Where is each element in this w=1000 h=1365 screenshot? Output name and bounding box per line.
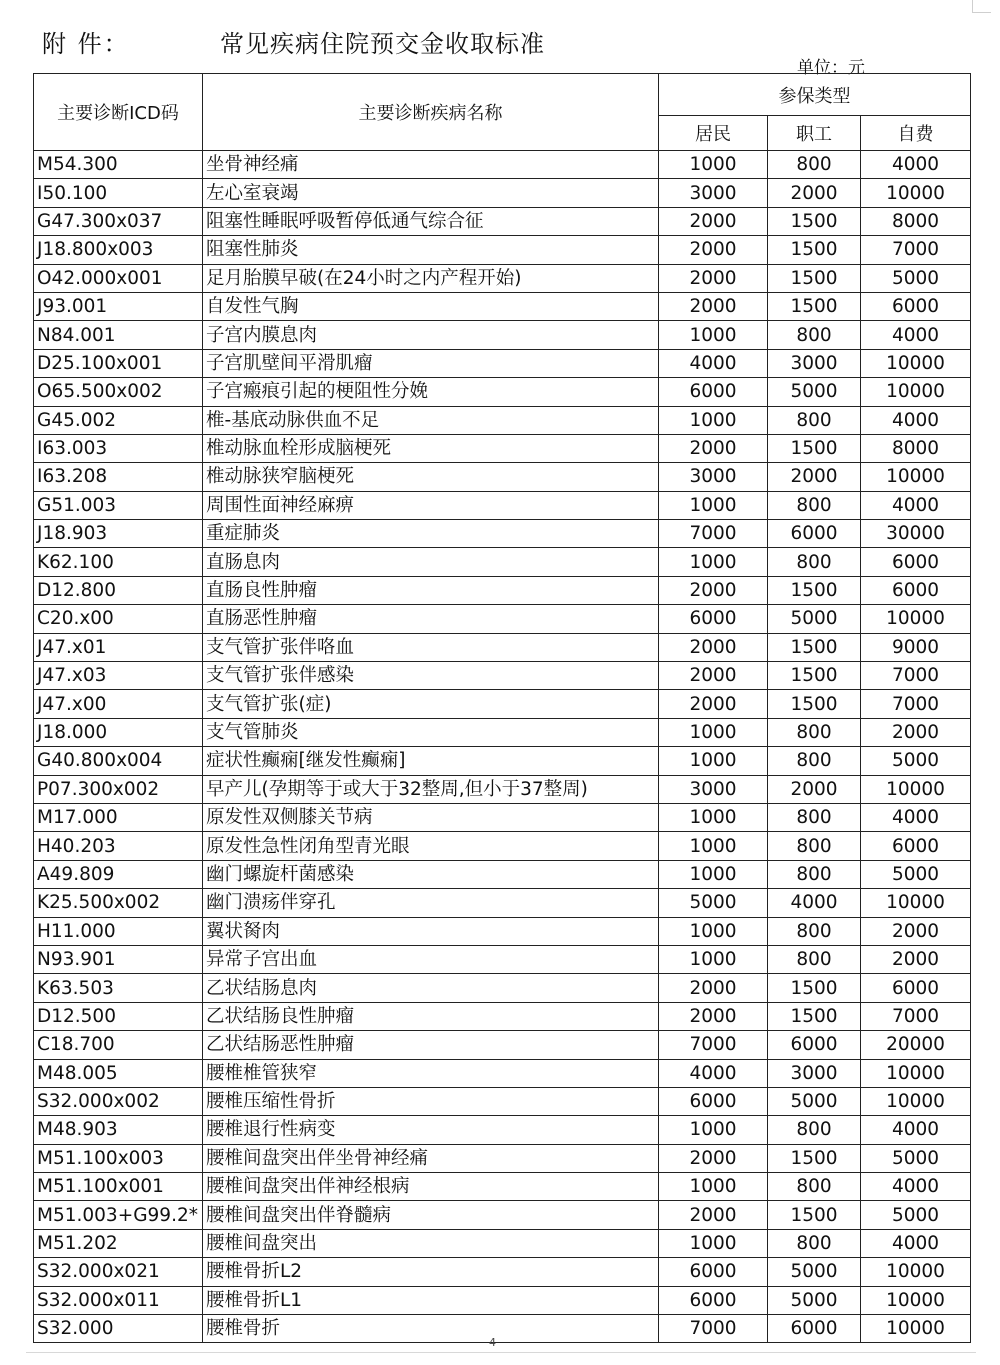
header-icd-code: 主要诊断ICD码 <box>34 74 203 151</box>
employee-fee-cell: 5000 <box>768 1258 861 1286</box>
table-row <box>34 747 971 775</box>
table-row <box>34 718 971 746</box>
employee-fee-cell: 1500 <box>768 434 861 462</box>
table-row <box>34 179 971 207</box>
table-row <box>34 406 971 434</box>
resident-fee-cell: 2000 <box>659 236 768 264</box>
resident-fee-cell: 1000 <box>659 860 768 888</box>
employee-fee-cell: 1500 <box>768 690 861 718</box>
table-row <box>34 321 971 349</box>
employee-fee-cell: 2000 <box>768 179 861 207</box>
disease-name-cell: 支气管扩张伴咯血 <box>203 633 659 661</box>
self-pay-fee-cell: 10000 <box>861 1087 971 1115</box>
resident-fee-cell: 1000 <box>659 803 768 831</box>
disease-name-cell: 乙状结肠恶性肿瘤 <box>203 1031 659 1059</box>
self-pay-fee-cell: 10000 <box>861 775 971 803</box>
self-pay-fee-cell: 2000 <box>861 917 971 945</box>
disease-name-cell: 阻塞性肺炎 <box>203 236 659 264</box>
table-row <box>34 1087 971 1115</box>
resident-fee-cell: 1000 <box>659 917 768 945</box>
document-title: 常见疾病住院预交金收取标准 <box>220 30 545 58</box>
icd-code-cell: M54.300 <box>34 151 203 179</box>
employee-fee-cell: 1500 <box>768 576 861 604</box>
icd-code-cell: G45.002 <box>34 406 203 434</box>
resident-fee-cell: 6000 <box>659 378 768 406</box>
self-pay-fee-cell: 4000 <box>861 1173 971 1201</box>
employee-fee-cell: 800 <box>768 747 861 775</box>
resident-fee-cell: 1000 <box>659 151 768 179</box>
employee-fee-cell: 800 <box>768 832 861 860</box>
disease-name-cell: 腰椎压缩性骨折 <box>203 1087 659 1115</box>
self-pay-fee-cell: 6000 <box>861 832 971 860</box>
self-pay-fee-cell: 4000 <box>861 491 971 519</box>
resident-fee-cell: 1000 <box>659 548 768 576</box>
employee-fee-cell: 800 <box>768 548 861 576</box>
self-pay-fee-cell: 10000 <box>861 349 971 377</box>
icd-code-cell: S32.000x002 <box>34 1087 203 1115</box>
table-row <box>34 974 971 1002</box>
employee-fee-cell: 2000 <box>768 463 861 491</box>
disease-name-cell: 腰椎退行性病变 <box>203 1116 659 1144</box>
self-pay-fee-cell: 5000 <box>861 1201 971 1229</box>
icd-code-cell: O65.500x002 <box>34 378 203 406</box>
page-number: 4 <box>489 1336 496 1349</box>
resident-fee-cell: 1000 <box>659 747 768 775</box>
table-row <box>34 1116 971 1144</box>
resident-fee-cell: 1000 <box>659 321 768 349</box>
header-disease-name: 主要诊断疾病名称 <box>203 74 659 151</box>
icd-code-cell: I50.100 <box>34 179 203 207</box>
employee-fee-cell: 1500 <box>768 236 861 264</box>
disease-name-cell: 坐骨神经痛 <box>203 151 659 179</box>
resident-fee-cell: 6000 <box>659 605 768 633</box>
disease-name-cell: 症状性癫痫[继发性癫痫] <box>203 747 659 775</box>
self-pay-fee-cell: 6000 <box>861 548 971 576</box>
table-row <box>34 548 971 576</box>
disease-name-cell: 左心室衰竭 <box>203 179 659 207</box>
icd-code-cell: K25.500x002 <box>34 889 203 917</box>
unit-label: 单位：元 <box>797 58 865 78</box>
employee-fee-cell: 6000 <box>768 1315 861 1343</box>
resident-fee-cell: 2000 <box>659 292 768 320</box>
disease-name-cell: 幽门螺旋杆菌感染 <box>203 860 659 888</box>
employee-fee-cell: 2000 <box>768 775 861 803</box>
icd-code-cell: K63.503 <box>34 974 203 1002</box>
icd-code-cell: M17.000 <box>34 803 203 831</box>
header-insurance-type: 参保类型 <box>659 74 971 116</box>
employee-fee-cell: 800 <box>768 406 861 434</box>
table-row <box>34 662 971 690</box>
table-row <box>34 633 971 661</box>
resident-fee-cell: 7000 <box>659 1031 768 1059</box>
table-row <box>34 292 971 320</box>
resident-fee-cell: 2000 <box>659 1002 768 1030</box>
table-row <box>34 236 971 264</box>
employee-fee-cell: 800 <box>768 718 861 746</box>
page-bottom-edge <box>26 1352 976 1353</box>
icd-code-cell: J47.x01 <box>34 633 203 661</box>
icd-code-cell: M48.903 <box>34 1116 203 1144</box>
disease-name-cell: 子宫肌壁间平滑肌瘤 <box>203 349 659 377</box>
table-row <box>34 151 971 179</box>
icd-code-cell: I63.003 <box>34 434 203 462</box>
employee-fee-cell: 1500 <box>768 1201 861 1229</box>
table-row <box>34 491 971 519</box>
disease-name-cell: 腰椎间盘突出伴脊髓病 <box>203 1201 659 1229</box>
table-row <box>34 1201 971 1229</box>
disease-name-cell: 早产儿(孕期等于或大于32整周,但小于37整周) <box>203 775 659 803</box>
table-row <box>34 1258 971 1286</box>
icd-code-cell: C20.x00 <box>34 605 203 633</box>
resident-fee-cell: 2000 <box>659 974 768 1002</box>
self-pay-fee-cell: 2000 <box>861 718 971 746</box>
disease-name-cell: 乙状结肠息肉 <box>203 974 659 1002</box>
disease-name-cell: 腰椎骨折L2 <box>203 1258 659 1286</box>
table-row <box>34 860 971 888</box>
table-row <box>34 1315 971 1343</box>
disease-name-cell: 直肠恶性肿瘤 <box>203 605 659 633</box>
employee-fee-cell: 800 <box>768 803 861 831</box>
disease-name-cell: 阻塞性睡眠呼吸暂停低通气综合征 <box>203 207 659 235</box>
self-pay-fee-cell: 7000 <box>861 690 971 718</box>
self-pay-fee-cell: 6000 <box>861 576 971 604</box>
self-pay-fee-cell: 10000 <box>861 889 971 917</box>
disease-name-cell: 椎动脉狭窄脑梗死 <box>203 463 659 491</box>
employee-fee-cell: 1500 <box>768 264 861 292</box>
self-pay-fee-cell: 5000 <box>861 264 971 292</box>
employee-fee-cell: 1500 <box>768 662 861 690</box>
resident-fee-cell: 1000 <box>659 718 768 746</box>
resident-fee-cell: 5000 <box>659 889 768 917</box>
icd-code-cell: I63.208 <box>34 463 203 491</box>
self-pay-fee-cell: 6000 <box>861 974 971 1002</box>
employee-fee-cell: 1500 <box>768 1002 861 1030</box>
disease-name-cell: 腰椎椎管狭窄 <box>203 1059 659 1087</box>
table-row <box>34 1059 971 1087</box>
table-row <box>34 463 971 491</box>
resident-fee-cell: 2000 <box>659 434 768 462</box>
employee-fee-cell: 800 <box>768 491 861 519</box>
resident-fee-cell: 1000 <box>659 1116 768 1144</box>
employee-fee-cell: 800 <box>768 1173 861 1201</box>
icd-code-cell: S32.000x011 <box>34 1286 203 1314</box>
self-pay-fee-cell: 30000 <box>861 520 971 548</box>
employee-fee-cell: 6000 <box>768 1031 861 1059</box>
disease-name-cell: 支气管扩张(症) <box>203 690 659 718</box>
employee-fee-cell: 1500 <box>768 207 861 235</box>
employee-fee-cell: 800 <box>768 945 861 973</box>
icd-code-cell: G51.003 <box>34 491 203 519</box>
icd-code-cell: C18.700 <box>34 1031 203 1059</box>
self-pay-fee-cell: 5000 <box>861 860 971 888</box>
disease-name-cell: 直肠良性肿瘤 <box>203 576 659 604</box>
icd-code-cell: J47.x00 <box>34 690 203 718</box>
icd-code-cell: A49.809 <box>34 860 203 888</box>
self-pay-fee-cell: 10000 <box>861 179 971 207</box>
disease-name-cell: 腰椎间盘突出 <box>203 1229 659 1257</box>
employee-fee-cell: 1500 <box>768 292 861 320</box>
icd-code-cell: H11.000 <box>34 917 203 945</box>
table-row <box>34 605 971 633</box>
icd-code-cell: S32.000x021 <box>34 1258 203 1286</box>
employee-fee-cell: 800 <box>768 321 861 349</box>
page-corner-mark <box>972 0 991 13</box>
self-pay-fee-cell: 10000 <box>861 1059 971 1087</box>
self-pay-fee-cell: 10000 <box>861 1286 971 1314</box>
self-pay-fee-cell: 9000 <box>861 633 971 661</box>
disease-name-cell: 自发性气胸 <box>203 292 659 320</box>
resident-fee-cell: 3000 <box>659 463 768 491</box>
self-pay-fee-cell: 20000 <box>861 1031 971 1059</box>
employee-fee-cell: 800 <box>768 151 861 179</box>
disease-name-cell: 翼状胬肉 <box>203 917 659 945</box>
disease-name-cell: 异常子宫出血 <box>203 945 659 973</box>
icd-code-cell: G40.800x004 <box>34 747 203 775</box>
icd-code-cell: M48.005 <box>34 1059 203 1087</box>
self-pay-fee-cell: 4000 <box>861 1116 971 1144</box>
disease-name-cell: 子宫内膜息肉 <box>203 321 659 349</box>
resident-fee-cell: 1000 <box>659 945 768 973</box>
table-row <box>34 690 971 718</box>
resident-fee-cell: 2000 <box>659 576 768 604</box>
self-pay-fee-cell: 4000 <box>861 406 971 434</box>
icd-code-cell: N93.901 <box>34 945 203 973</box>
resident-fee-cell: 2000 <box>659 690 768 718</box>
disease-name-cell: 腰椎骨折 <box>203 1315 659 1343</box>
self-pay-fee-cell: 6000 <box>861 292 971 320</box>
resident-fee-cell: 1000 <box>659 1229 768 1257</box>
header-self-pay: 自费 <box>861 116 971 151</box>
employee-fee-cell: 5000 <box>768 378 861 406</box>
table-row <box>34 349 971 377</box>
disease-name-cell: 支气管扩张伴感染 <box>203 662 659 690</box>
table-row <box>34 1002 971 1030</box>
icd-code-cell: N84.001 <box>34 321 203 349</box>
employee-fee-cell: 5000 <box>768 1087 861 1115</box>
table-row <box>34 520 971 548</box>
icd-code-cell: K62.100 <box>34 548 203 576</box>
icd-code-cell: M51.202 <box>34 1229 203 1257</box>
resident-fee-cell: 4000 <box>659 349 768 377</box>
disease-name-cell: 原发性双侧膝关节病 <box>203 803 659 831</box>
icd-code-cell: D12.500 <box>34 1002 203 1030</box>
self-pay-fee-cell: 7000 <box>861 662 971 690</box>
employee-fee-cell: 1500 <box>768 1144 861 1172</box>
table-row <box>34 945 971 973</box>
resident-fee-cell: 2000 <box>659 1201 768 1229</box>
self-pay-fee-cell: 10000 <box>861 1258 971 1286</box>
employee-fee-cell: 5000 <box>768 1286 861 1314</box>
resident-fee-cell: 2000 <box>659 662 768 690</box>
employee-fee-cell: 5000 <box>768 605 861 633</box>
table-row <box>34 378 971 406</box>
header-resident: 居民 <box>659 116 768 151</box>
disease-name-cell: 椎动脉血栓形成脑梗死 <box>203 434 659 462</box>
table-row <box>34 264 971 292</box>
self-pay-fee-cell: 2000 <box>861 945 971 973</box>
self-pay-fee-cell: 8000 <box>861 207 971 235</box>
disease-name-cell: 重症肺炎 <box>203 520 659 548</box>
table-row <box>34 576 971 604</box>
self-pay-fee-cell: 10000 <box>861 463 971 491</box>
table-row <box>34 1173 971 1201</box>
table-row <box>34 1144 971 1172</box>
resident-fee-cell: 3000 <box>659 775 768 803</box>
icd-code-cell: D25.100x001 <box>34 349 203 377</box>
self-pay-fee-cell: 7000 <box>861 1002 971 1030</box>
self-pay-fee-cell: 10000 <box>861 378 971 406</box>
self-pay-fee-cell: 7000 <box>861 236 971 264</box>
employee-fee-cell: 800 <box>768 1229 861 1257</box>
resident-fee-cell: 6000 <box>659 1258 768 1286</box>
icd-code-cell: M51.100x003 <box>34 1144 203 1172</box>
icd-code-cell: M51.100x001 <box>34 1173 203 1201</box>
employee-fee-cell: 4000 <box>768 889 861 917</box>
resident-fee-cell: 1000 <box>659 832 768 860</box>
disease-name-cell: 椎-基底动脉供血不足 <box>203 406 659 434</box>
icd-code-cell: J18.903 <box>34 520 203 548</box>
icd-code-cell: O42.000x001 <box>34 264 203 292</box>
disease-name-cell: 幽门溃疡伴穿孔 <box>203 889 659 917</box>
employee-fee-cell: 1500 <box>768 974 861 1002</box>
header-employee: 职工 <box>768 116 861 151</box>
table-row <box>34 775 971 803</box>
disease-name-cell: 腰椎间盘突出伴神经根病 <box>203 1173 659 1201</box>
disease-name-cell: 周围性面神经麻痹 <box>203 491 659 519</box>
icd-code-cell: M51.003+G99.2* <box>34 1201 203 1229</box>
resident-fee-cell: 1000 <box>659 406 768 434</box>
disease-name-cell: 直肠息肉 <box>203 548 659 576</box>
table-row <box>34 434 971 462</box>
resident-fee-cell: 1000 <box>659 1173 768 1201</box>
self-pay-fee-cell: 4000 <box>861 803 971 831</box>
table-row <box>34 832 971 860</box>
self-pay-fee-cell: 4000 <box>861 321 971 349</box>
disease-name-cell: 腰椎骨折L1 <box>203 1286 659 1314</box>
icd-code-cell: P07.300x002 <box>34 775 203 803</box>
table-row <box>34 1031 971 1059</box>
deposit-fee-table <box>33 73 971 1343</box>
resident-fee-cell: 4000 <box>659 1059 768 1087</box>
icd-code-cell: G47.300x037 <box>34 207 203 235</box>
resident-fee-cell: 7000 <box>659 520 768 548</box>
icd-code-cell: H40.203 <box>34 832 203 860</box>
table-row <box>34 1229 971 1257</box>
disease-name-cell: 原发性急性闭角型青光眼 <box>203 832 659 860</box>
resident-fee-cell: 6000 <box>659 1286 768 1314</box>
resident-fee-cell: 2000 <box>659 264 768 292</box>
disease-name-cell: 乙状结肠良性肿瘤 <box>203 1002 659 1030</box>
resident-fee-cell: 3000 <box>659 179 768 207</box>
icd-code-cell: J18.800x003 <box>34 236 203 264</box>
table-row <box>34 889 971 917</box>
table-row <box>34 1286 971 1314</box>
resident-fee-cell: 2000 <box>659 1144 768 1172</box>
table-row <box>34 917 971 945</box>
self-pay-fee-cell: 4000 <box>861 1229 971 1257</box>
self-pay-fee-cell: 10000 <box>861 605 971 633</box>
table-row <box>34 803 971 831</box>
employee-fee-cell: 6000 <box>768 520 861 548</box>
icd-code-cell: J47.x03 <box>34 662 203 690</box>
icd-code-cell: S32.000 <box>34 1315 203 1343</box>
self-pay-fee-cell: 10000 <box>861 1315 971 1343</box>
icd-code-cell: J18.000 <box>34 718 203 746</box>
resident-fee-cell: 1000 <box>659 491 768 519</box>
resident-fee-cell: 2000 <box>659 633 768 661</box>
resident-fee-cell: 7000 <box>659 1315 768 1343</box>
self-pay-fee-cell: 4000 <box>861 151 971 179</box>
employee-fee-cell: 800 <box>768 1116 861 1144</box>
attachment-label: 附 件： <box>42 30 130 58</box>
employee-fee-cell: 1500 <box>768 633 861 661</box>
disease-name-cell: 支气管肺炎 <box>203 718 659 746</box>
table-header-row <box>34 74 971 116</box>
icd-code-cell: D12.800 <box>34 576 203 604</box>
employee-fee-cell: 3000 <box>768 1059 861 1087</box>
self-pay-fee-cell: 5000 <box>861 747 971 775</box>
employee-fee-cell: 3000 <box>768 349 861 377</box>
icd-code-cell: J93.001 <box>34 292 203 320</box>
self-pay-fee-cell: 5000 <box>861 1144 971 1172</box>
self-pay-fee-cell: 8000 <box>861 434 971 462</box>
resident-fee-cell: 2000 <box>659 207 768 235</box>
employee-fee-cell: 800 <box>768 860 861 888</box>
disease-name-cell: 子宫瘢痕引起的梗阻性分娩 <box>203 378 659 406</box>
table-body <box>34 151 971 1343</box>
disease-name-cell: 足月胎膜早破(在24小时之内产程开始) <box>203 264 659 292</box>
disease-name-cell: 腰椎间盘突出伴坐骨神经痛 <box>203 1144 659 1172</box>
table-row <box>34 207 971 235</box>
resident-fee-cell: 6000 <box>659 1087 768 1115</box>
employee-fee-cell: 800 <box>768 917 861 945</box>
